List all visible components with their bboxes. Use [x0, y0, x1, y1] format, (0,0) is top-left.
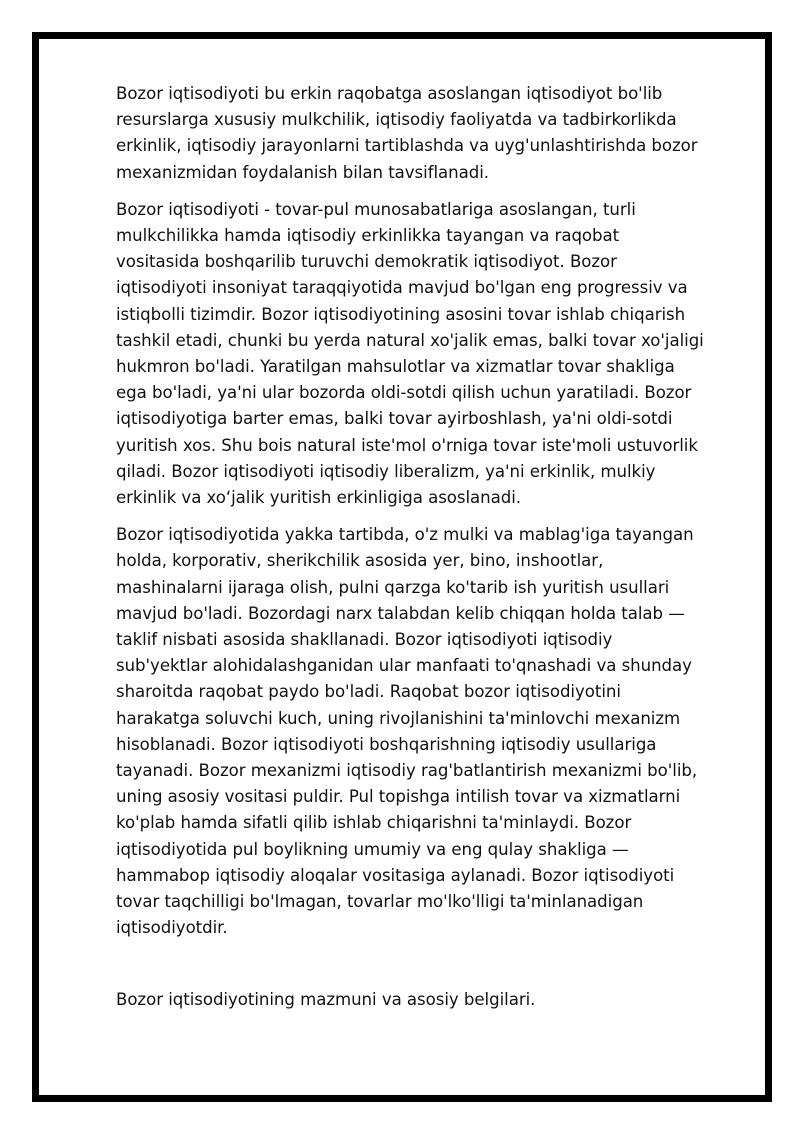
- section-heading: Bozor iqtisodiyotining mazmuni va asosiy belgilari.: [116, 989, 536, 1009]
- page-frame: [32, 32, 772, 1102]
- paragraph-competition: Bozor iqtisodiyotida yakka tartibda, o'z mulki va mablag'iga tayangan holda, korporativ, sherikchilik asosida yer, bino, inshootlar, mashinalarni ijaraga olish, pulni qarzga ko'tarib ish yuritish usullari mavjud bo'ladi. Bozordagi narx talabdan kelib chiqqan holda talab — taklif nisbati asosida shakllanadi. Bozor iqtisodiyoti iqtisodiy sub'yektlar alohidalashganidan ular manfaati to'qnashadi va shunday sharoitda raqobat paydo bo'ladi. Raqobat bozor iqtisodiyotini harakatga soluvchi kuch, uning rivojlanishini ta'minlovchi mexanizm hisoblanadi. Bozor iqtisodiyoti boshqarishning iqtisodiy usullariga tayanadi. Bozor mexanizmi iqtisodiy rag'batlantirish mexanizmi bo'lib, uning asosiy vositasi puldir. Pul topishga intilish tovar va xizmatlarni ko'plab hamda sifatli qilib ishlab chiqarishni ta'minlaydi. Bozor iqtisodiyotida pul boylikning umumiy va eng qulay shakliga — hammabop iqtisodiy aloqalar vositasiga aylanadi. Bozor iqtisodiyoti tovar taqchilligi bo'lmagan, tovarlar mo'lko'lligi ta'minlanadigan iqtisodiyotdir.: [116, 525, 698, 938]
- document-body: [116, 81, 706, 1024]
- paragraph-definition: Bozor iqtisodiyoti bu erkin raqobatga asoslangan iqtisodiyot bo'lib resurslarga xususiy mulkchilik, iqtisodiy faoliyatda va tadbirkorlikda erkinlik, iqtisodiy jarayonlarni tartiblashda va uyg'unlashtirishda bozor mexanizmidan foydalanish bilan tavsiflanadi.: [116, 84, 698, 182]
- paragraph-market-economy: Bozor iqtisodiyoti - tovar-pul munosabatlariga asoslangan, turli mulkchilikka hamda iqtisodiy erkinlikka tayangan va raqobat vositasida boshqarilib turuvchi demokratik iqtisodiyot. Bozor iqtisodiyoti insoniyat taraqqiyotida mavjud bo'lgan eng progressiv va istiqbolli tizimdir. Bozor iqtisodiyotining asosini tovar ishlab chiqarish tashkil etadi, chunki bu yerda natural xo'jalik emas, balki tovar xo'jaligi hukmron bo'ladi. Yaratilgan mahsulotlar va xizmatlar tovar shakliga ega bo'ladi, ya'ni ular bozorda oldi-sotdi qilish uchun yaratiladi. Bozor iqtisodiyotiga barter emas, balki tovar ayirboshlash, ya'ni oldi-sotdi yuritish xos. Shu bois natural iste'mol o'rniga tovar iste'moli ustuvorlik qiladi. Bozor iqtisodiyoti iqtisodiy liberalizm, ya'ni erkinlik, mulkiy erkinlik va xo‘jalik yuritish erkinligiga asoslanadi.: [116, 199, 704, 508]
